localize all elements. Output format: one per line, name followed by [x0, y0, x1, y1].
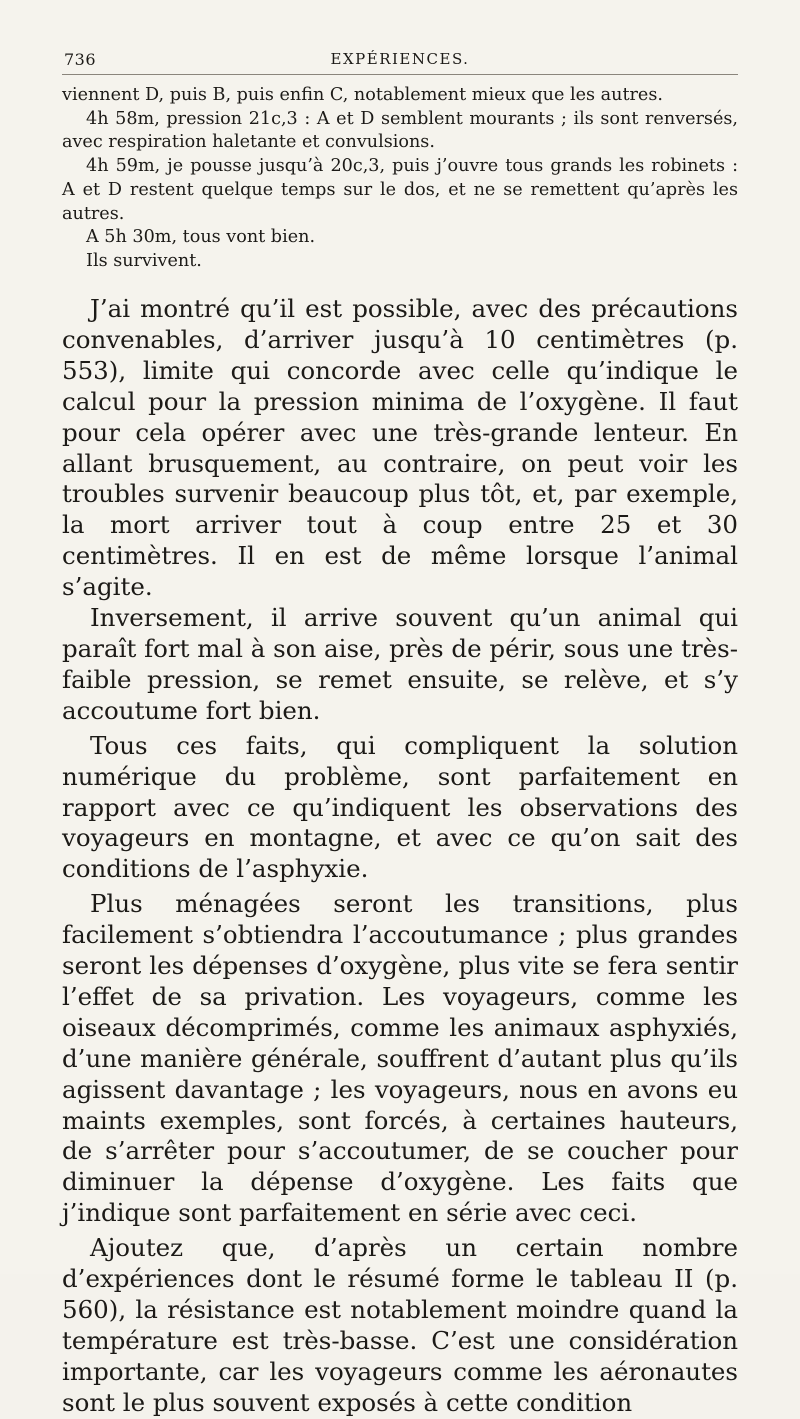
page-header	[62, 50, 738, 74]
note-line: A 5h 30m, tous vont bien.	[86, 227, 316, 248]
paragraph: Plus ménagées seront les transitions, plus facilement s’obtiendra l’accoutumance ; plus grandes seront les dépenses d’oxygène, plus vite se fera sentir l’effet de sa privation. Les voyageurs, comme les oiseaux décomprimés, comme les animaux asphyxiés, d’une manière générale, souffrent d’autant plus qu’ils agissent davantage ; les voyageurs, nous en avons eu maints exemples, sont forcés, à certaines hauteurs, de s’arrêter pour s’accoutumer, de se coucher pour diminuer la dépense d’oxygène. Les faits que j’indique sont parfaitement en série avec ceci.	[62, 889, 738, 1228]
note-line: 4h 59m, je pousse jusqu’à 20c,3, puis j’ouvre tous grands les robinets : A et D restent quelque temps sur le dos, et ne se remettent qu’après les autres.	[62, 156, 738, 224]
paragraph: J’ai montré qu’il est possible, avec des précautions convenables, d’arriver jusqu’à 10 centimètres (p. 553), limite qui concorde avec celle qu’indique le calcul pour la pression minima de l’oxygène. Il faut pour cela opérer avec une très-grande lenteur. En allant brusquement, au contraire, on peut voir les troubles survenir beaucoup plus tôt, et, par exemple, la mort arriver tout à coup entre 25 et 30 centimètres. Il en est de même lorsque l’animal s’agite.	[62, 294, 738, 602]
note-line: 4h 58m, pression 21c,3 : A et D semblent mourants ; ils sont renversés, avec respiration haletante et convulsions.	[62, 108, 738, 153]
body-text	[62, 294, 738, 1419]
header-rule	[62, 74, 738, 75]
paragraph: Inversement, il arrive souvent qu’un animal qui paraît fort mal à son aise, près de périr, sous une très-faible pression, se remet ensuite, se relève, et s’y accoutume fort bien.	[62, 603, 738, 725]
note-line: Ils survivent.	[86, 250, 202, 271]
paragraph: Tous ces faits, qui compliquent la solution numérique du problème, sont parfaitement en rapport avec ce qu’indiquent les observations des voyageurs en montagne, et avec ce qu’on sait des conditions de l’asphyxie.	[62, 730, 738, 884]
page-number: 736	[64, 50, 97, 69]
experiment-notes	[62, 84, 738, 274]
paragraph: Ajoutez que, d’après un certain nombre d’expériences dont le résumé forme le tableau II (p. 560), la résistance est notablement moindre quand la température est très-basse. C’est une considération importante, car les voyageurs comme les aéronautes sont le plus souvent exposés à cette condition	[62, 1233, 738, 1417]
running-head: EXPÉRIENCES.	[330, 50, 470, 68]
note-line: viennent D, puis B, puis enfin C, notablement mieux que les autres.	[62, 85, 663, 105]
